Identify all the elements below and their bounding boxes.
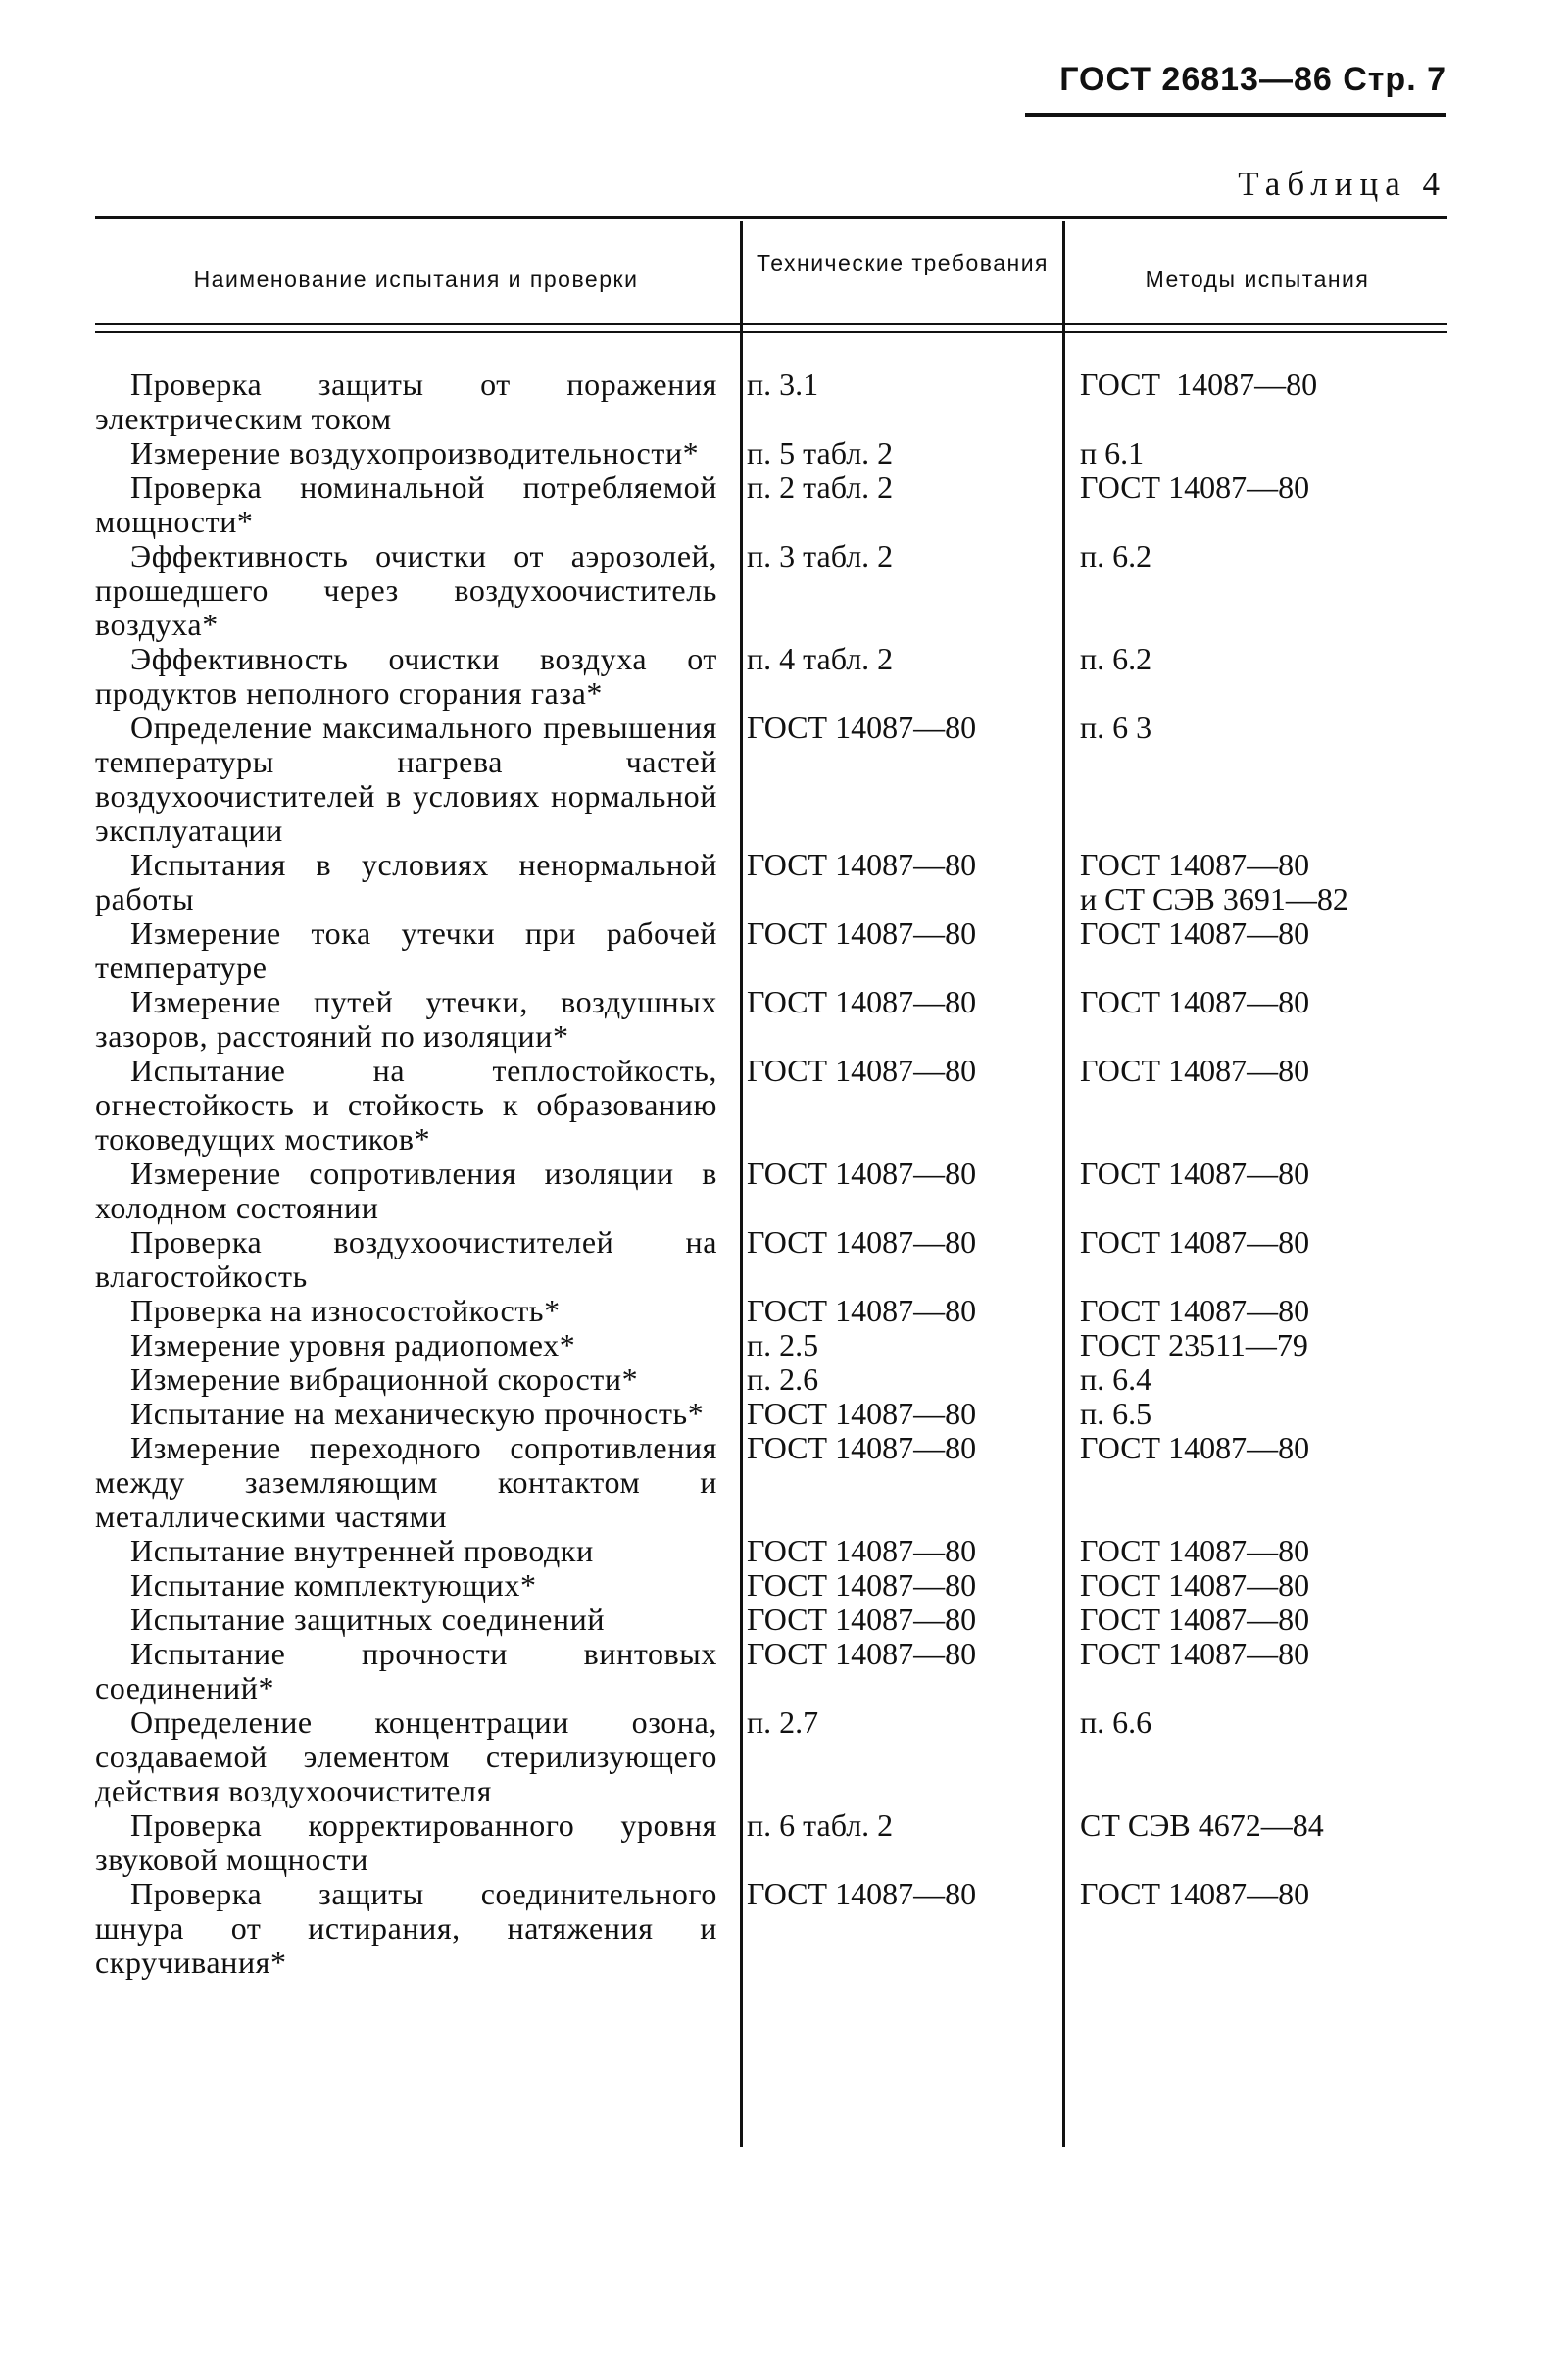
method-cell: ГОСТ 23511—79 <box>1080 1327 1308 1362</box>
requirements-cell: ГОСТ 14087—80 <box>747 1567 977 1603</box>
header-rule <box>1025 113 1446 117</box>
method-cell: ГОСТ 14087—80 <box>1080 367 1318 402</box>
table-row <box>95 848 1447 916</box>
method-cell: ГОСТ 14087—80 <box>1080 915 1310 951</box>
requirements-cell: ГОСТ 14087—80 <box>747 1156 977 1191</box>
test-name-cell: Проверка защиты от поражения электрическим током <box>95 367 717 436</box>
table-row <box>95 1603 1447 1637</box>
requirements-cell: п. 5 табл. 2 <box>747 435 894 470</box>
table-row <box>95 1328 1447 1362</box>
method-cell: ГОСТ 14087—80 <box>1080 1430 1310 1465</box>
requirements-cell: ГОСТ 14087—80 <box>747 1602 977 1637</box>
test-name-cell: Измерение вибрационной скорости* <box>130 1361 639 1397</box>
table-row <box>95 1157 1447 1225</box>
table-row <box>95 368 1447 436</box>
header-divider-upper <box>95 323 1447 325</box>
test-name-cell: Эффективность очистки от аэрозолей, прошедшего через воздухоочиститель воздуха* <box>95 538 717 642</box>
requirements-cell: п. 2.7 <box>747 1704 819 1740</box>
test-name-cell: Измерение переходного сопротивления между заземляющим контактом и металлическими частями <box>95 1430 717 1534</box>
test-name-cell: Определение максимального превышения температуры нагрева частей воздухоочистителей в условиях нормальной эксплуатации <box>95 710 717 848</box>
requirements-cell: ГОСТ 14087—80 <box>747 1053 977 1088</box>
test-name-cell: Проверка воздухоочистителей на влагостойкость <box>95 1224 717 1294</box>
method-cell: СТ СЭВ 4672—84 <box>1080 1807 1324 1843</box>
method-cell: п. 6.6 <box>1080 1704 1152 1740</box>
method-cell: п 6.1 <box>1080 435 1145 470</box>
requirements-cell: ГОСТ 14087—80 <box>747 984 977 1019</box>
page-header: ГОСТ 26813—86 Стр. 7 <box>1059 61 1446 98</box>
column-header-name: Наименование испытания и проверки <box>193 267 639 292</box>
test-name-cell: Проверка на износостойкость* <box>130 1293 561 1328</box>
requirements-cell: ГОСТ 14087—80 <box>747 710 977 745</box>
table-row <box>95 1877 1447 1980</box>
requirements-cell: п. 2.5 <box>747 1327 819 1362</box>
method-cell: п. 6 3 <box>1080 710 1152 745</box>
method-cell: ГОСТ 14087—80 <box>1080 1156 1310 1191</box>
test-name-cell: Измерение уровня радиопомех* <box>130 1327 576 1362</box>
method-cell: ГОСТ 14087—80 <box>1080 469 1310 505</box>
requirements-cell: п. 2.6 <box>747 1361 819 1397</box>
table-row <box>95 436 1447 470</box>
table-row <box>95 1397 1447 1431</box>
method-cell: ГОСТ 14087—80 <box>1080 1567 1310 1603</box>
table-row <box>95 470 1447 539</box>
test-name-cell: Испытание на теплостойкость, огнестойкость и стойкость к образованию токоведущих мостиков* <box>95 1053 717 1157</box>
requirements-cell: ГОСТ 14087—80 <box>747 847 977 882</box>
test-name-cell: Проверка корректированного уровня звуковой мощности <box>95 1807 717 1877</box>
method-cell: п. 6.2 <box>1080 641 1152 676</box>
method-cell: ГОСТ 14087—80 и СТ СЭВ 3691—82 <box>1080 847 1348 916</box>
table-top-rule <box>95 216 1447 219</box>
requirements-cell: ГОСТ 14087—80 <box>747 1293 977 1328</box>
table-row <box>95 1534 1447 1568</box>
method-cell: ГОСТ 14087—80 <box>1080 984 1310 1019</box>
method-cell: ГОСТ 14087—80 <box>1080 1602 1310 1637</box>
requirements-cell: п. 3.1 <box>747 367 819 402</box>
table-row <box>95 985 1447 1054</box>
requirements-cell: ГОСТ 14087—80 <box>747 1876 977 1911</box>
test-name-cell: Испытание прочности винтовых соединений* <box>95 1636 717 1705</box>
method-cell: ГОСТ 14087—80 <box>1080 1053 1310 1088</box>
table-row <box>95 539 1447 642</box>
table-row <box>95 1225 1447 1294</box>
requirements-cell: п. 3 табл. 2 <box>747 538 894 573</box>
test-name-cell: Проверка защиты соединительного шнура от истирания, натяжения и скручивания* <box>95 1876 717 1980</box>
table-row <box>95 1362 1447 1397</box>
table-row <box>95 642 1447 711</box>
test-name-cell: Определение концентрации озона, создаваемой элементом стерилизующего действия воздухоочистителя <box>95 1704 717 1808</box>
requirements-cell: ГОСТ 14087—80 <box>747 1533 977 1568</box>
header-divider-lower <box>95 331 1447 333</box>
method-cell: ГОСТ 14087—80 <box>1080 1224 1310 1259</box>
table-row <box>95 1637 1447 1705</box>
method-cell: ГОСТ 14087—80 <box>1080 1293 1310 1328</box>
test-name-cell: Проверка номинальной потребляемой мощности* <box>95 469 717 539</box>
column-header-requirements: Технические требования <box>756 250 1050 275</box>
test-name-cell: Испытание на механическую прочность* <box>130 1396 705 1431</box>
test-name-cell: Испытания в условиях ненормальной работы <box>95 847 717 916</box>
method-cell: п. 6.2 <box>1080 538 1152 573</box>
test-table-body <box>95 368 1447 1980</box>
method-cell: ГОСТ 14087—80 <box>1080 1533 1310 1568</box>
table-row <box>95 1705 1447 1808</box>
table-row <box>95 1808 1447 1877</box>
test-name-cell: Измерение воздухопроизводительности* <box>130 435 700 470</box>
requirements-cell: ГОСТ 14087—80 <box>747 1430 977 1465</box>
table-row <box>95 1568 1447 1603</box>
method-cell: ГОСТ 14087—80 <box>1080 1876 1310 1911</box>
test-name-cell: Измерение путей утечки, воздушных зазоров, расстояний по изоляции* <box>95 984 717 1054</box>
table-row <box>95 916 1447 985</box>
table-row <box>95 1054 1447 1157</box>
requirements-cell: п. 6 табл. 2 <box>747 1807 894 1843</box>
requirements-cell: ГОСТ 14087—80 <box>747 1224 977 1259</box>
requirements-cell: ГОСТ 14087—80 <box>747 915 977 951</box>
test-name-cell: Испытание внутренней проводки <box>130 1533 594 1568</box>
table-row <box>95 711 1447 848</box>
table-row <box>95 1294 1447 1328</box>
column-header-methods: Методы испытания <box>1145 267 1370 292</box>
test-name-cell: Измерение тока утечки при рабочей температуре <box>95 915 717 985</box>
test-name-cell: Испытание защитных соединений <box>130 1602 606 1637</box>
test-name-cell: Испытание комплектующих* <box>130 1567 537 1603</box>
requirements-cell: ГОСТ 14087—80 <box>747 1396 977 1431</box>
test-name-cell: Эффективность очистки воздуха от продуктов неполного сгорания газа* <box>95 641 717 711</box>
method-cell: п. 6.4 <box>1080 1361 1152 1397</box>
test-name-cell: Измерение сопротивления изоляции в холодном состоянии <box>95 1156 717 1225</box>
method-cell: п. 6.5 <box>1080 1396 1152 1431</box>
requirements-cell: ГОСТ 14087—80 <box>747 1636 977 1671</box>
method-cell: ГОСТ 14087—80 <box>1080 1636 1310 1671</box>
table-row <box>95 1431 1447 1534</box>
table-caption: Таблица 4 <box>1238 165 1446 203</box>
requirements-cell: п. 2 табл. 2 <box>747 469 894 505</box>
requirements-cell: п. 4 табл. 2 <box>747 641 894 676</box>
